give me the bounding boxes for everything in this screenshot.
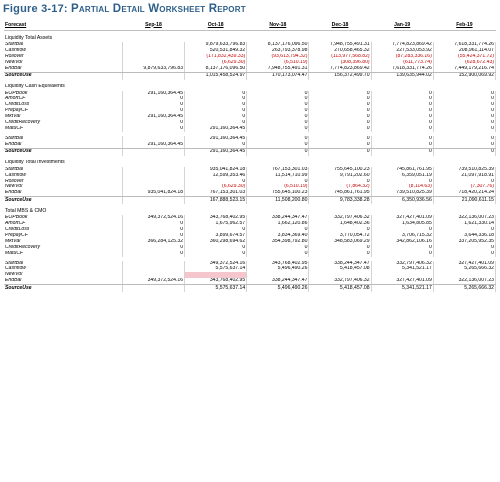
value-cell: (8,114.63)	[371, 184, 433, 190]
value-cell: 7,618,331,774.26	[433, 42, 495, 48]
row-label: CreditLoss	[5, 227, 30, 233]
value-cell: 755,645,100.23	[247, 190, 309, 196]
sourceuse-value	[122, 72, 184, 80]
value-cell: 0	[122, 227, 184, 233]
sourceuse-value: 0	[247, 148, 309, 156]
sourceuse-row	[4, 72, 496, 80]
value-cell: 0	[433, 251, 495, 257]
value-cell: 327,427,401.09	[433, 261, 495, 267]
value-cell: 9,879,633,796.83	[122, 66, 184, 72]
value-cell: 0	[371, 96, 433, 102]
value-cell: 263,793,378.98	[247, 48, 309, 54]
value-cell: 0	[309, 91, 371, 97]
value-cell: 227,533,053.92	[371, 48, 433, 54]
value-cell: 6,359,051.19	[371, 173, 433, 179]
row-label: EOPBook	[5, 215, 28, 221]
sourceuse-row	[4, 197, 496, 205]
value-cell: 0	[247, 136, 309, 142]
row-label: StartBal	[5, 42, 24, 47]
value-cell: 12,599,353.46	[185, 173, 247, 179]
value-cell: 5,418,457.08	[309, 266, 371, 272]
row-label: CreditLoss	[5, 102, 30, 108]
value-cell: (55,424,371.72)	[433, 54, 495, 60]
value-cell: 332,797,406.32	[309, 278, 371, 284]
value-cell: 0	[371, 91, 433, 97]
value-cell: 745,861,761.95	[371, 167, 433, 173]
value-cell: (6,510.19)	[247, 60, 309, 66]
value-cell: 0	[371, 120, 433, 126]
value-cell: 7,948,755,491.31	[247, 66, 309, 72]
row-label: AmortCF	[5, 221, 26, 227]
value-cell: 755,645,100.23	[309, 167, 371, 173]
value-cell: 360,298,694.62	[185, 239, 247, 245]
value-cell: (628,672.43)	[433, 60, 495, 66]
value-cell: 0	[185, 108, 247, 114]
value-cell: 0	[122, 126, 184, 132]
sourceuse-value: 156,372,499.70	[309, 72, 371, 80]
worksheet-table	[4, 21, 496, 292]
sourceuse-value: 0	[371, 148, 433, 156]
row-label: EndBal	[4, 278, 122, 284]
value-cell: 0	[371, 227, 433, 233]
value-cell: 0	[309, 245, 371, 251]
value-cell: 7,948,755,491.31	[309, 42, 371, 48]
figure-title-prefix: Figure 3-17:	[3, 3, 68, 15]
section-title-row	[4, 208, 496, 215]
value-cell: (7,864.32)	[309, 184, 371, 190]
value-cell: 0	[433, 120, 495, 126]
value-cell: 322,136,007.23	[433, 215, 495, 221]
value-cell: 270,658,465.32	[309, 48, 371, 54]
value-cell: 739,510,825.39	[433, 167, 495, 173]
month-header: Dec-18	[309, 21, 371, 31]
value-cell: 767,153,301.03	[247, 167, 309, 173]
row-label: PrepayCF	[5, 108, 28, 114]
value-cell: 0	[309, 227, 371, 233]
sourceuse-value: 5,496,490.26	[247, 285, 309, 293]
value-cell: 0	[309, 96, 371, 102]
value-cell: 0	[122, 251, 184, 257]
value-cell: 0	[309, 251, 371, 257]
value-cell: 739,510,825.39	[371, 190, 433, 196]
sourceuse-value	[122, 148, 184, 156]
value-cell: 332,797,406.32	[371, 261, 433, 267]
value-cell: (6,629.30)	[185, 60, 247, 66]
value-cell: 338,244,347.47	[247, 215, 309, 221]
sourceuse-label: SourceUse	[4, 72, 122, 80]
value-cell: 348,583,069.29	[309, 239, 371, 245]
header-row	[4, 21, 496, 31]
value-cell: 5,575,637.14	[185, 266, 247, 272]
value-cell: 349,372,524.16	[122, 215, 184, 221]
value-cell: 0	[433, 114, 495, 120]
value-cell: 0	[247, 227, 309, 233]
row-label: NewVol	[5, 184, 23, 190]
value-cell: 0	[433, 96, 495, 102]
value-cell: 0	[122, 96, 184, 102]
row-label: CreditRecovery	[5, 244, 41, 250]
value-cell: 338,244,347.47	[309, 261, 371, 267]
sourceuse-value	[122, 197, 184, 205]
sourceuse-value	[122, 285, 184, 293]
value-cell: (113,977,568.82)	[309, 54, 371, 60]
value-cell: 208,961,114.07	[433, 48, 495, 54]
section-title: Liquidity Cash Equivalents	[5, 83, 65, 90]
sourceuse-value: 9,783,338.28	[309, 197, 371, 205]
value-cell: 0	[185, 96, 247, 102]
row-label: EndBal	[4, 142, 122, 148]
value-cell: 935,041,824.18	[122, 190, 184, 196]
value-cell: 0	[433, 136, 495, 142]
value-cell: 291,160,364.45	[185, 126, 247, 132]
value-cell: 1,634,805.85	[371, 221, 433, 227]
value-cell: 1,675,962.57	[185, 221, 247, 227]
value-cell: 0	[247, 120, 309, 126]
value-cell: 935,041,824.18	[185, 167, 247, 173]
value-cell: 322,136,007.23	[433, 278, 495, 284]
value-cell: 343,768,402.95	[185, 215, 247, 221]
value-cell: 342,862,106.16	[371, 239, 433, 245]
row-label: NewVol	[5, 59, 23, 65]
value-cell: 332,797,406.32	[309, 215, 371, 221]
value-cell: 9,879,633,796.83	[185, 42, 247, 48]
row-label: EndBal	[4, 66, 122, 72]
sourceuse-value: 6,350,936.56	[371, 197, 433, 205]
row-label: Rollover	[5, 178, 24, 184]
value-cell: 0	[433, 179, 495, 185]
value-cell: 0	[247, 114, 309, 120]
month-header: Nov-18	[247, 21, 309, 31]
value-cell: 0	[247, 142, 309, 148]
value-cell: 0	[185, 251, 247, 257]
value-cell: 0	[185, 114, 247, 120]
month-header: Oct-18	[185, 21, 247, 31]
value-cell: 0	[309, 142, 371, 148]
value-cell: 0	[247, 251, 309, 257]
value-cell: 0	[122, 233, 184, 239]
value-cell: 0	[247, 96, 309, 102]
value-cell: 291,160,364.45	[122, 114, 184, 120]
value-cell: 21,097,918.91	[433, 173, 495, 179]
sourceuse-value: 139,635,944.02	[371, 72, 433, 80]
sourceuse-label: SourceUse	[4, 148, 122, 156]
row-label: CreditRecovery	[5, 120, 41, 126]
section-title: Total MBS & CMO	[5, 208, 47, 214]
sourceuse-value: 291,160,364.45	[185, 148, 247, 156]
forecast-label: Forecast	[4, 21, 122, 31]
value-cell: 3,706,715.32	[371, 233, 433, 239]
value-cell: 3,770,054.72	[309, 233, 371, 239]
row-label: MktVal	[5, 238, 21, 244]
value-cell: 349,372,524.16	[185, 261, 247, 267]
value-cell: 0	[433, 245, 495, 251]
sourceuse-row	[4, 148, 496, 156]
sourceuse-value: 5,265,666.32	[433, 285, 495, 293]
row-label: Cashflow	[5, 47, 26, 53]
value-cell: 338,244,347.47	[247, 278, 309, 284]
value-cell: 0	[122, 245, 184, 251]
sourceuse-label: SourceUse	[4, 197, 122, 205]
sourceuse-label: SourceUse	[4, 285, 122, 293]
value-cell: (7,307.76)	[433, 184, 495, 190]
value-cell: 0	[371, 245, 433, 251]
value-cell: 1,621,330.14	[433, 221, 495, 227]
value-cell: 0	[433, 108, 495, 114]
value-cell: 0	[433, 142, 495, 148]
value-cell: 366,284,125.32	[122, 239, 184, 245]
value-cell: 0	[371, 136, 433, 142]
sourceuse-row	[4, 285, 496, 293]
value-cell: 3,644,336.18	[433, 233, 495, 239]
month-header: Sep-18	[122, 21, 184, 31]
value-cell: 8,137,176,096.50	[247, 42, 309, 48]
value-cell: (87,283,336.16)	[371, 54, 433, 60]
value-cell: 0	[185, 120, 247, 126]
value-cell: 0	[247, 126, 309, 132]
value-cell: 0	[247, 108, 309, 114]
sourceuse-value: 152,900,069.92	[433, 72, 495, 80]
value-cell: 1,648,402.36	[309, 221, 371, 227]
value-cell: 343,768,402.95	[185, 278, 247, 284]
row-label: Cashflow	[5, 172, 26, 178]
row-label: AmortCF	[5, 96, 26, 102]
value-cell: 0	[122, 221, 184, 227]
sourceuse-value: 11,508,200.80	[247, 197, 309, 205]
row-label: MktVal	[5, 114, 21, 120]
value-cell: 337,205,952.35	[433, 239, 495, 245]
row-label: NewVol	[5, 272, 23, 278]
value-cell: 0	[247, 245, 309, 251]
figure-title	[3, 3, 246, 15]
sourceuse-value: 1,015,458,524.97	[185, 72, 247, 80]
value-cell: 5,265,666.32	[433, 266, 495, 272]
value-cell: 0	[309, 108, 371, 114]
row-label: EndBal	[4, 190, 122, 196]
sourceuse-value: 0	[433, 148, 495, 156]
value-cell: 7,774,823,869.42	[371, 42, 433, 48]
value-cell: 7,618,331,774.26	[371, 66, 433, 72]
row-label: Rollover	[5, 53, 24, 59]
month-header: Jan-19	[371, 21, 433, 31]
value-cell: 327,427,401.09	[371, 215, 433, 221]
value-cell: 0	[185, 91, 247, 97]
sourceuse-value: 5,418,457.08	[309, 285, 371, 293]
value-cell: 0	[433, 102, 495, 108]
value-cell: 0	[309, 120, 371, 126]
row-label: StartBal	[5, 166, 24, 172]
value-cell: 0	[247, 91, 309, 97]
value-cell: 0	[433, 227, 495, 233]
value-cell: 5,496,490.26	[247, 266, 309, 272]
value-cell: 1,662,120.86	[247, 221, 309, 227]
value-cell: 0	[122, 120, 184, 126]
row-label: PrepayCF	[5, 232, 28, 238]
row-label: MatuCF	[5, 125, 24, 131]
sourceuse-value: 21,090,611.15	[433, 197, 495, 205]
value-cell: (6,510.19)	[247, 184, 309, 190]
value-cell: 0	[433, 126, 495, 132]
value-cell: 0	[309, 102, 371, 108]
value-cell: 8,137,176,096.50	[185, 66, 247, 72]
value-cell: 0	[247, 102, 309, 108]
value-cell: 0	[309, 126, 371, 132]
value-cell: 7,774,823,869.42	[309, 66, 371, 72]
value-cell: 0	[122, 102, 184, 108]
row-label: Cashflow	[5, 266, 26, 272]
value-cell: 3,899,674.57	[185, 233, 247, 239]
value-cell: 343,768,402.95	[247, 261, 309, 267]
value-cell: 0	[247, 179, 309, 185]
sourceuse-value: 5,341,521.17	[371, 285, 433, 293]
value-cell: 767,153,301.03	[185, 190, 247, 196]
value-cell: 0	[185, 102, 247, 108]
value-cell: (171,832,439.33)	[185, 54, 247, 60]
figure-title-text: Partial Detail Worksheet Report	[71, 3, 246, 15]
value-cell: 0	[371, 126, 433, 132]
value-cell: (308,396.80)	[309, 60, 371, 66]
value-cell: 718,420,214.24	[433, 190, 495, 196]
value-cell: (6,629.30)	[185, 184, 247, 190]
row-label: EOPBook	[5, 90, 28, 96]
section-title: Liquidity Total Investments	[5, 159, 65, 166]
row-label: StartBal	[5, 260, 24, 266]
section-title-row	[4, 84, 496, 91]
value-cell: 0	[185, 245, 247, 251]
month-header: Feb-19	[433, 21, 495, 31]
value-cell: 0	[122, 108, 184, 114]
value-cell: 3,834,369.40	[247, 233, 309, 239]
value-cell: 327,427,401.09	[371, 278, 433, 284]
value-cell: (611,773.74)	[371, 60, 433, 66]
sourceuse-value: 167,888,523.15	[185, 197, 247, 205]
value-cell: 7,449,179,216.74	[433, 66, 495, 72]
value-cell: 0	[185, 179, 247, 185]
value-cell: 0	[309, 179, 371, 185]
section-title-row	[4, 160, 496, 167]
value-cell: 0	[371, 102, 433, 108]
value-cell: 11,514,710.99	[247, 173, 309, 179]
sourceuse-value: 0	[309, 148, 371, 156]
value-cell: 0	[371, 251, 433, 257]
section-title: Liquidity Total Assets	[5, 35, 53, 41]
value-cell: 0	[185, 142, 247, 148]
value-cell: 354,398,792.80	[247, 239, 309, 245]
value-cell: 291,160,364.45	[122, 91, 184, 97]
value-cell: 0	[371, 108, 433, 114]
value-cell: 5,341,521.17	[371, 266, 433, 272]
section-title-row	[4, 35, 496, 42]
value-cell: 349,372,524.16	[122, 278, 184, 284]
value-cell: 0	[371, 142, 433, 148]
row-label: StartBal	[5, 135, 24, 141]
value-cell: 0	[433, 91, 495, 97]
value-cell: 520,531,849.32	[185, 48, 247, 54]
value-cell: 9,791,202.60	[309, 173, 371, 179]
value-cell: 0	[371, 179, 433, 185]
value-cell: 0	[309, 114, 371, 120]
value-cell: 291,160,364.45	[185, 136, 247, 142]
value-cell: 0	[371, 114, 433, 120]
row-label: MatuCF	[5, 250, 24, 256]
sourceuse-value: 170,173,074.47	[247, 72, 309, 80]
value-cell: (93,613,794.32)	[247, 54, 309, 60]
value-cell: 745,861,761.95	[309, 190, 371, 196]
value-cell: 0	[309, 136, 371, 142]
value-cell: 291,160,364.45	[122, 142, 184, 148]
sourceuse-value: 5,575,637.14	[185, 285, 247, 293]
value-cell: 0	[185, 227, 247, 233]
